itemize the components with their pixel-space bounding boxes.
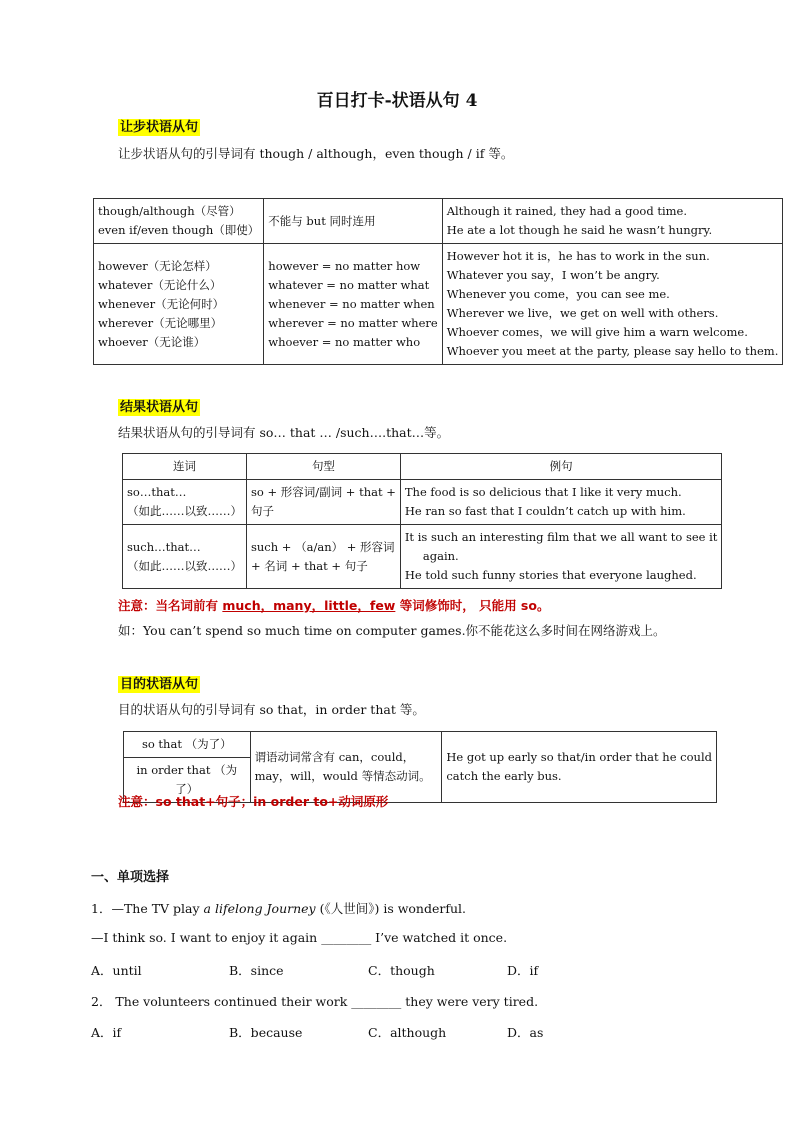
result-pattern-1: so + 形容词/副词 + that + 句子 (247, 480, 401, 525)
purpose-conj-2: in order that （为了） (124, 758, 251, 803)
concession-words-1: though/although（尽管） even if/even though（即使） (94, 199, 264, 244)
table-row (124, 732, 717, 758)
purpose-heading: 目的状语从句 (120, 677, 199, 692)
q2-option-b[interactable]: B．because (229, 1025, 303, 1040)
concession-words-2: however（无论怎样） whatever（无论什么） whenever（无论何时） wherever（无论哪里） whoever（无论谁） (94, 244, 264, 365)
concession-heading: 让步状语从句 (120, 120, 199, 135)
header-example: 例句 (400, 454, 722, 480)
result-examples-2: It is such an interesting film that we all want to see it again. He told such funny stories that everyone laughed. (400, 525, 722, 589)
header-pattern: 句型 (247, 454, 401, 480)
table-header-row (123, 454, 722, 480)
concession-examples-1: Although it rained, they had a good time. He ate a lot though he said he wasn’t hungry. (442, 199, 783, 244)
q1-option-d[interactable]: D．if (507, 963, 539, 978)
q2-option-a[interactable]: A．if (91, 1025, 122, 1040)
header-conj: 连词 (123, 454, 247, 480)
result-table (122, 453, 722, 589)
result-heading: 结果状语从句 (120, 400, 199, 415)
question-2: 2． The volunteers continued their work ________ they were very tired. (91, 994, 539, 1009)
exercise-section-title: 一、单项选择 (91, 870, 170, 885)
concession-equivalents: however = no matter how whatever = no matter what whenever = no matter when wherever = no matter where whoever = no matter who (264, 244, 442, 365)
purpose-conj-1: so that （为了） (124, 732, 251, 758)
purpose-intro: 目的状语从句的引导词有 so that，in order that 等。 (118, 702, 425, 717)
purpose-example: He got up early so that/in order that he could catch the early bus. (442, 732, 717, 803)
q1-option-a[interactable]: A．until (91, 963, 142, 978)
concession-note: 不能与 but 同时连用 (264, 199, 442, 244)
result-note: 注意：当名词前有 much，many，little，few 等词修饰时， 只能用 so。 (118, 598, 550, 613)
q1-option-b[interactable]: B．since (229, 963, 284, 978)
purpose-desc: 谓语动词常含有 can，could， may，will，would 等情态动词。 (250, 732, 442, 803)
table-row (123, 525, 722, 589)
page-title: 百日打卡-状语从句 4 (316, 91, 478, 111)
result-examples-1: The food is so delicious that I like it very much. He ran so fast that I couldn’t catch up with him. (400, 480, 722, 525)
result-intro: 结果状语从句的引导词有 so… that … /such….that…等。 (118, 425, 450, 440)
table-row (94, 199, 783, 244)
table-row (94, 244, 783, 365)
q2-option-d[interactable]: D．as (507, 1025, 544, 1040)
concession-examples-2: However hot it is，he has to work in the sun. Whatever you say，I won’t be angry. Whenever you come，you can see me. Wherever we live，we get on well with others. Whoever comes，we will give him a warn welcome. Whoever you meet at the party, please say hello to them. (442, 244, 783, 365)
result-conj-1: so…that… （如此……以致……） (123, 480, 247, 525)
result-example: 如：You can’t spend so much time on computer games.你不能花这么多时间在网络游戏上。 (118, 623, 666, 638)
purpose-note: 注意：so that+句子；in order to+动词原形 (118, 794, 389, 809)
concession-table (93, 198, 783, 365)
question-1: 1．—The TV play a lifelong Journey (《人世间》) is wonderful. (91, 901, 467, 916)
question-1-line2: —I think so. I want to enjoy it again ________ I’ve watched it once. (91, 930, 508, 945)
q2-option-c[interactable]: C．although (368, 1025, 447, 1040)
result-pattern-2: such + （a/an） + 形容词 + 名词 + that + 句子 (247, 525, 401, 589)
concession-intro: 让步状语从句的引导词有 though / although，even though / if 等。 (118, 146, 514, 161)
table-row (123, 480, 722, 525)
result-conj-2: such…that… （如此……以致……） (123, 525, 247, 589)
q1-option-c[interactable]: C．though (368, 963, 435, 978)
